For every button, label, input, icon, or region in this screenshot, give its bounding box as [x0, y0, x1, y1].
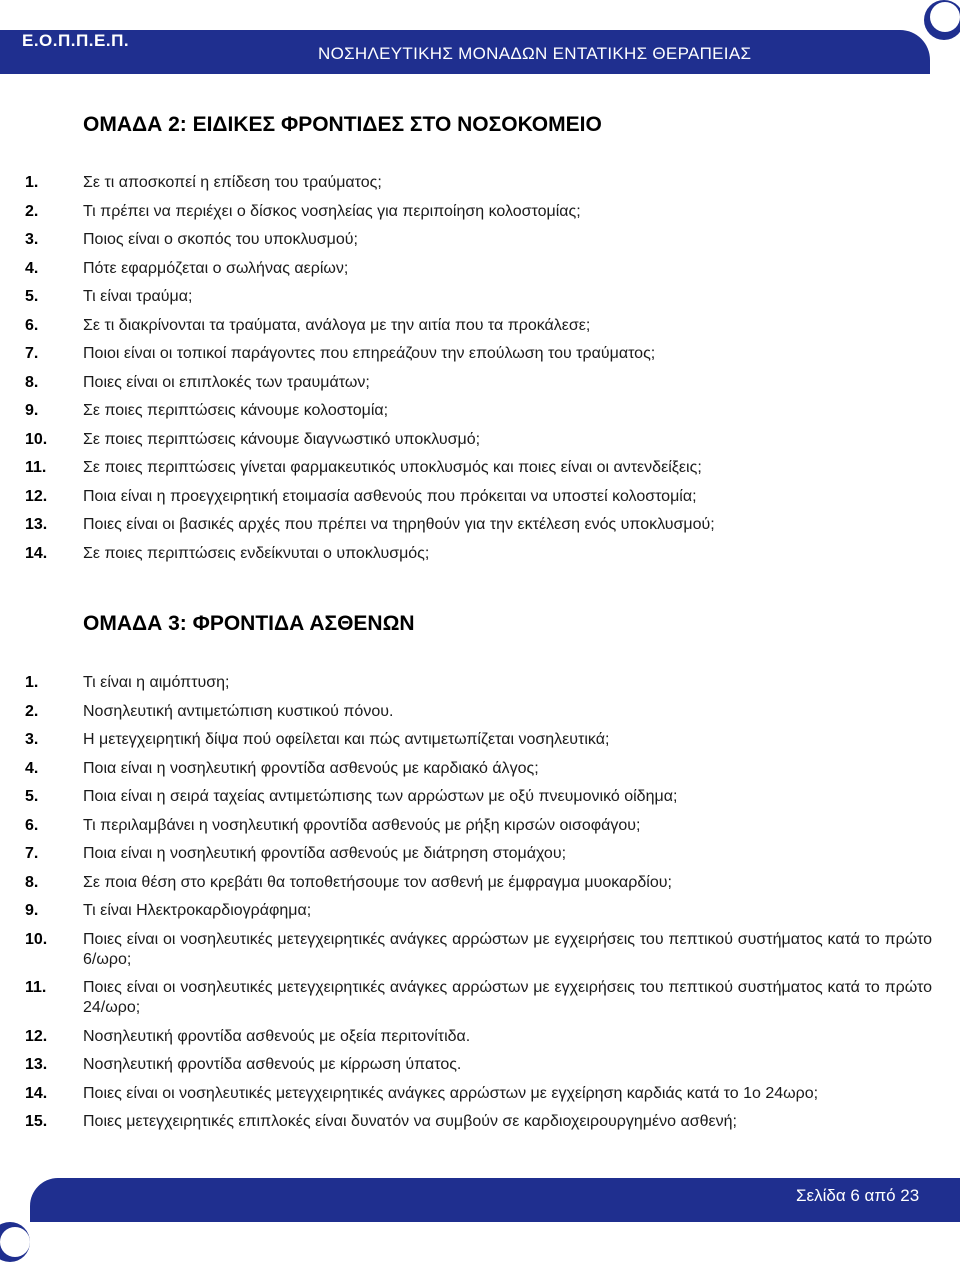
item-text: Ποια είναι η νοσηλευτική φροντίδα ασθενούς με διάτρηση στομάχου; [83, 845, 567, 862]
item-text: Νοσηλευτική φροντίδα ασθενούς με οξεία περιτονίτιδα. [83, 1027, 471, 1045]
list-item [0, 787, 960, 807]
item-number: 14. [25, 1084, 48, 1102]
item-text: Τι πρέπει να περιέχει ο δίσκος νοσηλείας για περιποίηση κολοστομίας; [83, 202, 581, 220]
list-item [0, 1027, 960, 1047]
item-text: Τι περιλαμβάνει η νοσηλευτική φροντίδα ασθενούς με ρήξη κιρσών οισοφάγου; [83, 816, 641, 834]
list-item [0, 702, 960, 722]
list-item [0, 230, 960, 250]
list-item [0, 730, 960, 750]
item-number: 2. [25, 702, 39, 720]
item-number: 1. [25, 174, 39, 191]
header-decoration-circle-inner [930, 2, 960, 32]
item-number: 15. [25, 1113, 48, 1130]
item-text: Σε ποια θέση στο κρεβάτι θα τοποθετήσουμε τον ασθενή με έμφραγμα μυοκαρδίου; [83, 873, 672, 891]
list-item [0, 259, 960, 279]
item-number: 4. [25, 259, 39, 277]
list-item [0, 930, 960, 970]
group3-title: ΟΜΑΔΑ 3: ΦΡΟΝΤΙΔΑ ΑΣΘΕΝΩΝ [83, 612, 415, 635]
list-item [0, 202, 960, 222]
item-number: 5. [25, 288, 39, 305]
list-item [0, 344, 960, 364]
list-item [0, 173, 960, 193]
list-item [0, 901, 960, 921]
item-text: Ποια είναι η προεγχειρητική ετοιμασία ασθενούς που πρόκειται να υποστεί κολοστομία; [83, 487, 697, 505]
list-item [0, 458, 960, 478]
list-item [0, 316, 960, 336]
list-item [0, 816, 960, 836]
item-number: 13. [25, 516, 48, 533]
item-text: Ποιες είναι οι νοσηλευτικές μετεγχειρητικές ανάγκες αρρώστων με εγχείρηση καρδιάς κατά το 1ο 24ωρο; [83, 1084, 819, 1102]
list-item [0, 1112, 960, 1132]
list-item [0, 515, 960, 535]
list-item [0, 544, 960, 564]
footer-decoration-circle-inner [0, 1227, 30, 1257]
item-number: 2. [25, 202, 39, 220]
item-number: 11. [25, 459, 47, 476]
item-number: 10. [25, 930, 48, 948]
item-number: 7. [25, 345, 39, 362]
item-text: Τι είναι η αιμόπτυση; [83, 674, 230, 691]
item-text: Σε ποιες περιπτώσεις κάνουμε κολοστομία; [83, 402, 389, 419]
item-number: 11. [25, 979, 47, 996]
list-item [0, 1084, 960, 1104]
item-number: 7. [25, 845, 39, 862]
item-number: 9. [25, 402, 39, 419]
item-number: 5. [25, 788, 39, 805]
item-number: 1. [25, 674, 39, 691]
list-item [0, 373, 960, 393]
list-item [0, 673, 960, 693]
item-text: Ποιες είναι οι νοσηλευτικές μετεγχειρητικές ανάγκες αρρώστων με εγχειρήσεις του πεπτικού συστήματος κατά το πρώτο 6/ωρο; [83, 930, 932, 968]
item-text: Η μετεγχειρητική δίψα πού οφείλεται και πώς αντιμετωπίζεται νοσηλευτικά; [83, 731, 610, 748]
item-text: Ποιος είναι ο σκοπός του υποκλυσμού; [83, 231, 358, 248]
item-text: Σε ποιες περιπτώσεις κάνουμε διαγνωστικό υποκλυσμό; [83, 430, 481, 448]
item-text: Σε ποιες περιπτώσεις ενδείκνυται ο υποκλυσμός; [83, 544, 430, 562]
item-text: Τι είναι Ηλεκτροκαρδιογράφημα; [83, 902, 312, 919]
item-text: Ποια είναι η σειρά ταχείας αντιμετώπισης των αρρώστων με οξύ πνευμονικό οίδημα; [83, 788, 678, 805]
item-text: Σε ποιες περιπτώσεις γίνεται φαρμακευτικός υποκλυσμός και ποιες είναι οι αντενδείξεις; [83, 459, 702, 476]
item-text: Ποιες είναι οι βασικές αρχές που πρέπει να τηρηθούν για την εκτέλεση ενός υποκλυσμού; [83, 516, 715, 533]
header-title: ΝΟΣΗΛΕΥΤΙΚΗΣ ΜΟΝΑΔΩΝ ΕΝΤΑΤΙΚΗΣ ΘΕΡΑΠΕΙΑΣ [318, 44, 752, 63]
list-item [0, 978, 960, 1018]
item-text: Νοσηλευτική αντιμετώπιση κυστικού πόνου. [83, 702, 394, 720]
item-text: Ποιοι είναι οι τοπικοί παράγοντες που επηρεάζουν την επούλωση του τραύματος; [83, 345, 656, 362]
item-text: Τι είναι τραύμα; [83, 288, 193, 305]
list-item [0, 873, 960, 893]
item-number: 14. [25, 544, 48, 562]
group2-title: ΟΜΑΔΑ 2: ΕΙΔΙΚΕΣ ΦΡΟΝΤΙΔΕΣ ΣΤΟ ΝΟΣΟΚΟΜΕΙΟ [83, 113, 602, 136]
group3-list [0, 673, 960, 1141]
item-number: 8. [25, 873, 39, 891]
list-item [0, 401, 960, 421]
item-number: 3. [25, 231, 39, 248]
item-text: Ποια είναι η νοσηλευτική φροντίδα ασθενούς με καρδιακό άλγος; [83, 759, 539, 777]
group2-list [0, 173, 960, 572]
page-number: Σελίδα 6 από 23 [796, 1186, 920, 1205]
item-text: Πότε εφαρμόζεται ο σωλήνας αερίων; [83, 259, 349, 277]
item-number: 10. [25, 430, 48, 448]
item-text: Ποιες είναι οι επιπλοκές των τραυμάτων; [83, 373, 370, 391]
item-number: 6. [25, 816, 39, 834]
item-number: 6. [25, 316, 39, 334]
item-number: 12. [25, 1027, 48, 1045]
list-item [0, 759, 960, 779]
item-number: 3. [25, 731, 39, 748]
item-text: Ποιες είναι οι νοσηλευτικές μετεγχειρητικές ανάγκες αρρώστων με εγχειρήσεις του πεπτικού συστήματος κατά το πρώτο 24/ωρο; [83, 979, 932, 1016]
list-item [0, 287, 960, 307]
item-number: 8. [25, 373, 39, 391]
list-item [0, 430, 960, 450]
header-org: Ε.Ο.Π.Π.Ε.Π. [22, 31, 130, 50]
item-number: 4. [25, 759, 39, 777]
list-item [0, 844, 960, 864]
item-number: 13. [25, 1056, 48, 1073]
page-header [0, 0, 960, 80]
list-item [0, 1055, 960, 1075]
item-text: Ποιες μετεγχειρητικές επιπλοκές είναι δυνατόν να συμβούν σε καρδιοχειρουργημένο ασθενή; [83, 1113, 737, 1130]
item-number: 12. [25, 487, 48, 505]
item-number: 9. [25, 902, 39, 919]
item-text: Νοσηλευτική φροντίδα ασθενούς με κίρρωση ύπατος. [83, 1056, 462, 1073]
item-text: Σε τι αποσκοπεί η επίδεση του τραύματος; [83, 174, 382, 191]
list-item [0, 487, 960, 507]
item-text: Σε τι διακρίνονται τα τραύματα, ανάλογα με την αιτία που τα προκάλεσε; [83, 316, 591, 334]
